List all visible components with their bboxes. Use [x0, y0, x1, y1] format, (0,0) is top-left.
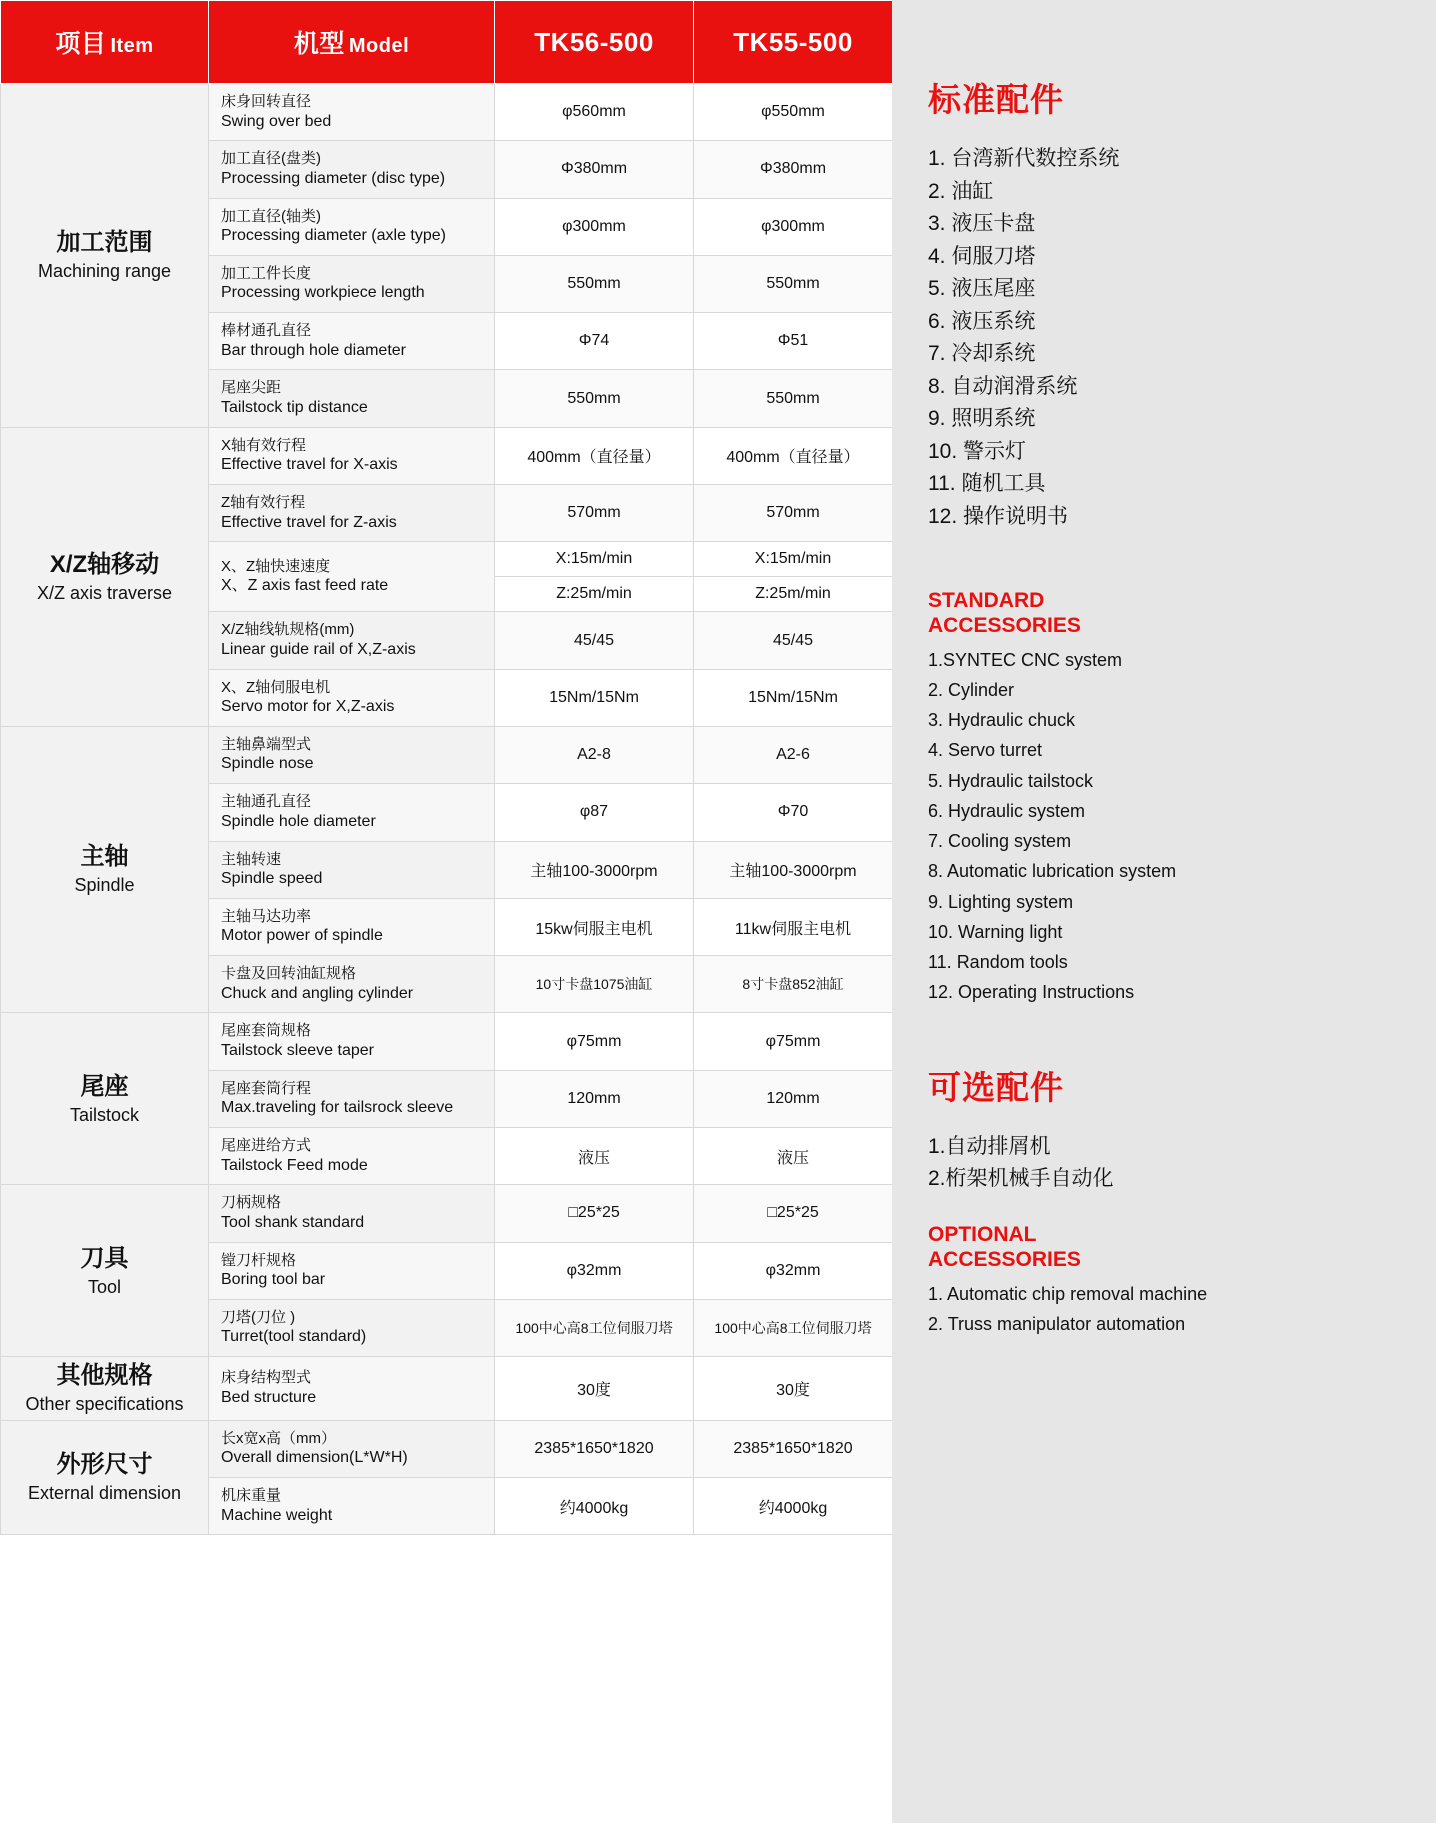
group-label-zh: 加工范围 [56, 229, 153, 257]
item-cell [209, 1185, 495, 1242]
item-label-zh: 主轴转速 [221, 850, 282, 868]
table-body [1, 84, 893, 1535]
item-label-zh: 尾座尖距 [221, 379, 282, 397]
value-model-2: 2385*1650*1820 [694, 1420, 893, 1477]
value-model-2: φ550mm [694, 84, 893, 141]
header-item [1, 1, 209, 84]
item-label-zh: 棒材通孔直径 [221, 322, 312, 340]
item-label-en: Bed structure [221, 1388, 317, 1406]
item-cell [209, 1478, 495, 1535]
item-label-en: Machine weight [221, 1506, 333, 1524]
list-item: 2.桁架机械手自动化 [928, 1167, 1114, 1191]
title-line-1: OPTIONAL [928, 1222, 1037, 1246]
value-model-2-secondary: Z:25m/min [694, 577, 893, 612]
title-line-1: STANDARD [928, 588, 1045, 612]
list-item: 1.自动排屑机 [928, 1134, 1051, 1158]
optional-accessories-list-en [928, 1279, 1408, 1339]
group-cell-tailstock [1, 1013, 209, 1185]
list-item: 12. 操作说明书 [928, 505, 1069, 529]
group-label-zh: 刀具 [80, 1244, 129, 1272]
header-model-zh: 机型 [293, 30, 345, 58]
standard-accessories-title-en [928, 588, 1408, 639]
title-line-2: ACCESSORIES [928, 1248, 1081, 1272]
item-cell [209, 198, 495, 255]
group-cell-tool [1, 1185, 209, 1357]
item-label-en: Tailstock sleeve taper [221, 1041, 374, 1059]
value-model-2: Φ51 [694, 313, 893, 370]
item-label-en: Processing workpiece length [221, 284, 425, 302]
list-item: 11. Random tools [928, 952, 1068, 973]
header-model-1: TK56-500 [495, 1, 694, 84]
group-label-zh: 外形尺寸 [56, 1451, 153, 1479]
value-model-2: φ32mm [694, 1242, 893, 1299]
group-label-zh: 其他规格 [56, 1362, 153, 1390]
table-row [1, 1185, 893, 1242]
header-item-en: Item [110, 35, 154, 57]
value-model-1: 液压 [495, 1128, 694, 1185]
list-item: 8. Automatic lubrication system [928, 861, 1177, 882]
item-label-en: Tailstock Feed mode [221, 1156, 368, 1174]
value-model-1: 15Nm/15Nm [495, 669, 694, 726]
item-cell [209, 669, 495, 726]
item-cell [209, 485, 495, 542]
item-label-zh: 刀塔(刀位 ) [221, 1308, 296, 1326]
value-model-1: 10寸卡盘1075油缸 [495, 956, 694, 1013]
spacer [928, 1008, 1408, 1062]
list-item: 3. 液压卡盘 [928, 212, 1036, 236]
list-item: 8. 自动润滑系统 [928, 374, 1078, 398]
item-cell [209, 141, 495, 198]
list-item: 1. 台湾新代数控系统 [928, 147, 1120, 170]
group-cell-other-specifications [1, 1357, 209, 1421]
item-label-zh: X轴有效行程 [221, 436, 307, 454]
list-item: 9. 照明系统 [928, 407, 1036, 431]
item-label-en: Spindle speed [221, 870, 323, 888]
value-model-1: 100中心高8工位伺服刀塔 [495, 1299, 694, 1356]
item-cell [209, 1013, 495, 1070]
item-label-en: Max.traveling for tailsrock sleeve [221, 1099, 454, 1117]
item-cell [209, 1128, 495, 1185]
list-item: 2. Cylinder [928, 680, 1015, 701]
item-label-zh: 长x宽x高（mm） [221, 1429, 336, 1447]
value-model-2: 主轴100-3000rpm [694, 841, 893, 898]
list-item: 2. 油缸 [928, 179, 994, 203]
list-item: 1.SYNTEC CNC system [928, 649, 1123, 670]
value-model-2: 100中心高8工位伺服刀塔 [694, 1299, 893, 1356]
optional-accessories-title-en [928, 1222, 1408, 1273]
value-model-1: 400mm（直径量） [495, 427, 694, 484]
value-model-2: 400mm（直径量） [694, 427, 893, 484]
item-label-zh: 主轴鼻端型式 [221, 735, 312, 753]
value-model-2: 550mm [694, 370, 893, 427]
item-label-zh: 镗刀杆规格 [221, 1251, 297, 1269]
item-label-en: Spindle nose [221, 755, 314, 773]
value-model-1: 30度 [495, 1357, 694, 1421]
item-cell [209, 1420, 495, 1477]
item-label-zh: X、Z轴伺服电机 [221, 678, 331, 696]
item-label-zh: 加工直径(轴类) [221, 207, 321, 225]
value-model-2: φ300mm [694, 198, 893, 255]
value-model-1: 约4000kg [495, 1478, 694, 1535]
item-cell [209, 612, 495, 669]
value-model-1: φ87 [495, 784, 694, 841]
value-model-1: 2385*1650*1820 [495, 1420, 694, 1477]
item-label-zh: 床身回转直径 [221, 93, 312, 110]
item-label-en: Motor power of spindle [221, 927, 383, 945]
value-model-2: 30度 [694, 1357, 893, 1421]
list-item: 6. Hydraulic system [928, 800, 1086, 821]
item-label-zh: 卡盘及回转油缸规格 [221, 965, 357, 983]
value-model-1: φ560mm [495, 84, 694, 141]
list-item: 10. 警示灯 [928, 439, 1027, 463]
list-item: 9. Lighting system [928, 891, 1074, 912]
item-label-en: Linear guide rail of X,Z-axis [221, 640, 416, 658]
item-label-zh: Z轴有效行程 [221, 494, 306, 512]
value-model-1: φ75mm [495, 1013, 694, 1070]
item-cell [209, 841, 495, 898]
standard-accessories-list-en [928, 645, 1408, 1008]
item-label-zh: 尾座套筒规格 [221, 1022, 312, 1040]
item-label-en: Spindle hole diameter [221, 812, 376, 830]
group-label-en: Spindle [74, 875, 135, 896]
header-model-en: Model [348, 35, 410, 57]
value-model-1: □25*25 [495, 1185, 694, 1242]
header-model-2: TK55-500 [694, 1, 893, 84]
item-label-en: Bar through hole diameter [221, 341, 406, 359]
group-label-zh: X/Z轴移动 [49, 550, 160, 578]
item-cell [209, 542, 495, 612]
item-label-en: Turret(tool standard) [221, 1328, 367, 1346]
item-label-en: Overall dimension(L*W*H) [221, 1449, 408, 1467]
group-label-zh: 主轴 [80, 843, 129, 871]
value-model-1: φ32mm [495, 1242, 694, 1299]
item-cell [209, 1299, 495, 1356]
item-label-en: Processing diameter (axle type) [221, 227, 446, 245]
value-model-2: Φ70 [694, 784, 893, 841]
value-model-2: Φ380mm [694, 141, 893, 198]
standard-accessories-list-zh [928, 143, 1408, 534]
item-label-en: Effective travel for X-axis [221, 456, 398, 474]
spacer [928, 1196, 1408, 1222]
item-label-en: X、Z axis fast feed rate [221, 577, 389, 595]
value-model-2: 11kw伺服主电机 [694, 898, 893, 955]
value-model-2: 120mm [694, 1070, 893, 1127]
optional-accessories-list-zh [928, 1131, 1408, 1196]
value-model-1: Φ380mm [495, 141, 694, 198]
list-item: 5. Hydraulic tailstock [928, 770, 1094, 791]
list-item: 11. 随机工具 [928, 472, 1046, 496]
item-label-en: Boring tool bar [221, 1271, 326, 1289]
value-model-2: □25*25 [694, 1185, 893, 1242]
value-model-1: 120mm [495, 1070, 694, 1127]
group-label-en: External dimension [27, 1483, 182, 1504]
value-model-2: 8寸卡盘852油缸 [694, 956, 893, 1013]
table-row [1, 726, 893, 783]
title-line-2: ACCESSORIES [928, 614, 1081, 638]
list-item: 5. 液压尾座 [928, 277, 1036, 301]
table-row [1, 1420, 893, 1477]
item-label-en: Swing over bed [221, 112, 332, 130]
optional-accessories-title-zh: 可选配件 [928, 1068, 1064, 1106]
item-cell [209, 84, 495, 141]
group-cell-machining-range [1, 84, 209, 428]
header-model [209, 1, 495, 84]
value-model-1: 15kw伺服主电机 [495, 898, 694, 955]
value-model-1: φ300mm [495, 198, 694, 255]
value-model-1: A2-8 [495, 726, 694, 783]
item-cell [209, 1242, 495, 1299]
value-model-1: 45/45 [495, 612, 694, 669]
item-label-zh: 主轴通孔直径 [221, 793, 312, 811]
item-label-zh: 尾座套筒行程 [221, 1079, 312, 1097]
item-cell [209, 1070, 495, 1127]
item-label-zh: X/Z轴线轨规格(mm) [221, 621, 355, 639]
accessories-panel [892, 0, 1436, 1823]
item-label-zh: X、Z轴快速速度 [221, 557, 331, 575]
item-cell [209, 370, 495, 427]
spacer [928, 534, 1408, 588]
standard-accessories-title-zh: 标准配件 [928, 81, 1064, 118]
item-cell [209, 1357, 495, 1421]
value-model-1-secondary: Z:25m/min [495, 577, 694, 612]
group-cell-spindle [1, 726, 209, 1012]
value-model-2: 570mm [694, 485, 893, 542]
value-model-2: φ75mm [694, 1013, 893, 1070]
value-model-1: 主轴100-3000rpm [495, 841, 694, 898]
list-item: 3. Hydraulic chuck [928, 710, 1076, 731]
item-cell [209, 956, 495, 1013]
value-model-1: X:15m/min [495, 542, 694, 577]
item-cell [209, 427, 495, 484]
list-item: 10. Warning light [928, 921, 1063, 942]
item-label-zh: 加工直径(盘类) [221, 150, 321, 168]
list-item: 4. 伺服刀塔 [928, 244, 1036, 268]
group-label-en: Tool [87, 1276, 122, 1297]
list-item: 2. Truss manipulator automation [928, 1314, 1186, 1335]
item-label-en: Processing diameter (disc type) [221, 169, 446, 187]
group-label-zh: 尾座 [80, 1072, 129, 1100]
item-cell [209, 898, 495, 955]
value-model-2: A2-6 [694, 726, 893, 783]
group-cell-xz-axis-traverse [1, 427, 209, 726]
list-item: 6. 液压系统 [928, 309, 1036, 333]
item-label-en: Effective travel for Z-axis [221, 513, 397, 531]
group-cell-external-dimension [1, 1420, 209, 1535]
item-label-zh: 主轴马达功率 [221, 907, 312, 925]
table-row [1, 1357, 893, 1421]
table-row [1, 84, 893, 141]
group-label-en: X/Z axis traverse [36, 582, 173, 603]
item-label-en: Servo motor for X,Z-axis [221, 698, 395, 716]
item-label-en: Chuck and angling cylinder [221, 984, 414, 1002]
value-model-1: 550mm [495, 370, 694, 427]
group-label-en: Tailstock [69, 1104, 140, 1125]
item-label-en: Tailstock tip distance [221, 398, 368, 416]
item-label-zh: 尾座进给方式 [221, 1137, 312, 1155]
value-model-2: 液压 [694, 1128, 893, 1185]
item-cell [209, 784, 495, 841]
value-model-2: 550mm [694, 255, 893, 312]
item-cell [209, 313, 495, 370]
value-model-2: 45/45 [694, 612, 893, 669]
value-model-2: 15Nm/15Nm [694, 669, 893, 726]
table-row [1, 427, 893, 484]
group-label-en: Other specifications [25, 1394, 184, 1415]
value-model-1: Φ74 [495, 313, 694, 370]
item-cell [209, 726, 495, 783]
value-model-1: 570mm [495, 485, 694, 542]
item-label-zh: 加工工件长度 [221, 264, 312, 282]
list-item: 7. Cooling system [928, 831, 1072, 852]
list-item: 12. Operating Instructions [928, 982, 1135, 1003]
value-model-1: 550mm [495, 255, 694, 312]
value-model-2: X:15m/min [694, 542, 893, 577]
item-label-en: Tool shank standard [221, 1213, 365, 1231]
list-item: 1. Automatic chip removal machine [928, 1283, 1208, 1304]
item-label-zh: 刀柄规格 [221, 1194, 282, 1212]
table-row [1, 1013, 893, 1070]
list-item: 4. Servo turret [928, 740, 1043, 761]
group-label-en: Machining range [37, 261, 172, 282]
list-item: 7. 冷却系统 [928, 342, 1036, 366]
header-item-zh: 项目 [55, 30, 107, 58]
item-label-zh: 床身结构型式 [221, 1369, 312, 1387]
item-cell [209, 255, 495, 312]
table-header [1, 1, 893, 84]
item-label-zh: 机床重量 [221, 1487, 282, 1505]
value-model-2: 约4000kg [694, 1478, 893, 1535]
